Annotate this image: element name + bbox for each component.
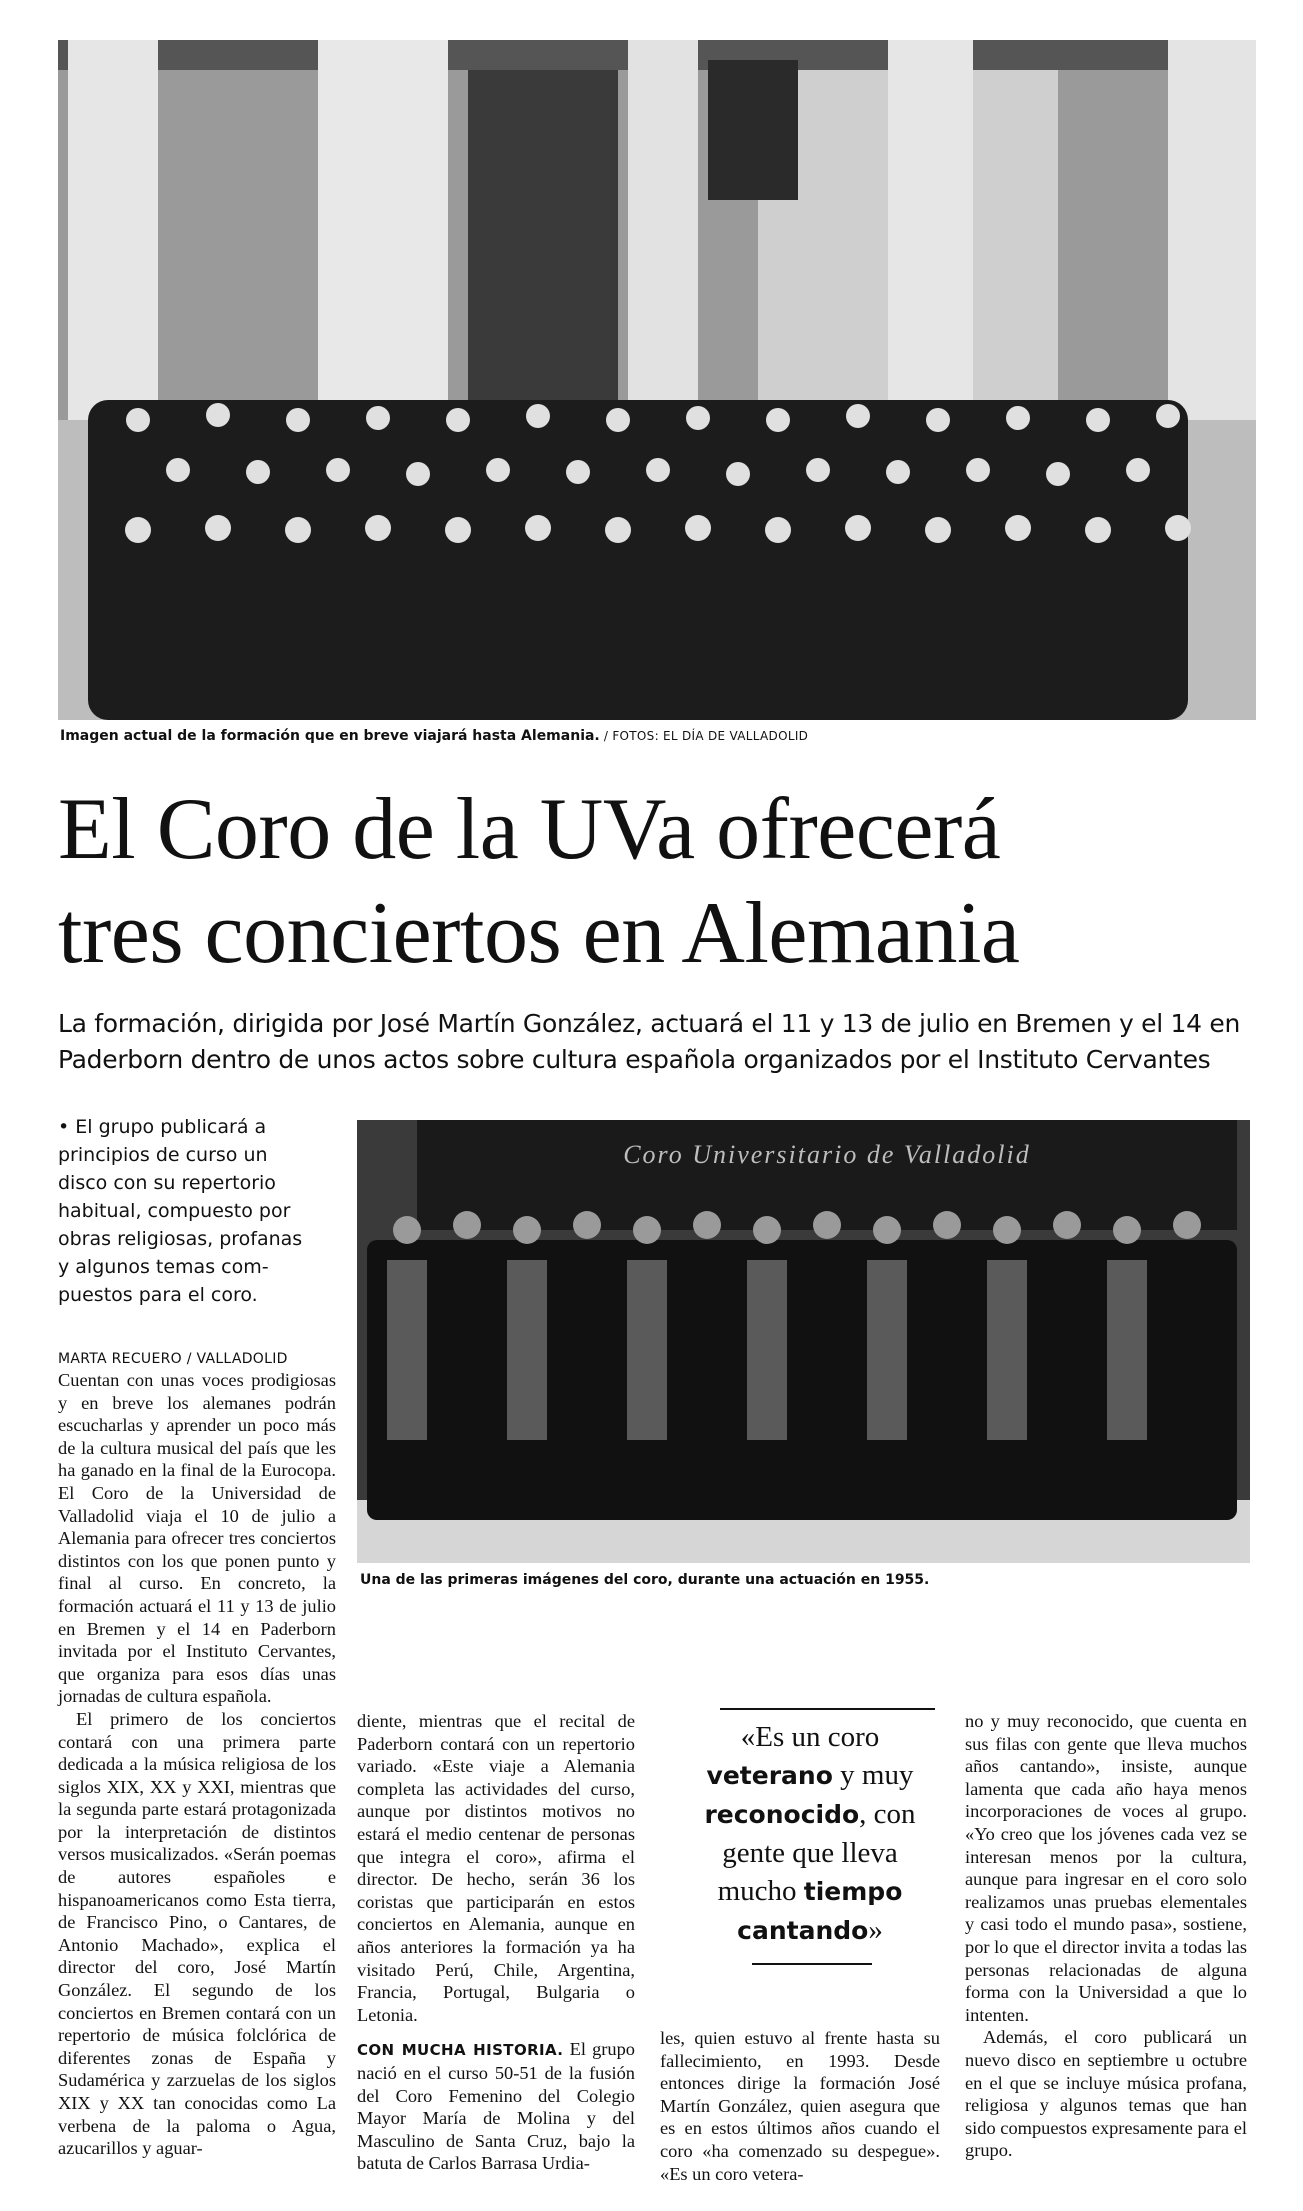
choir-photo-current-image <box>58 40 1256 720</box>
subheadline <box>58 1006 1298 1078</box>
pullquote-text: «Es un coro <box>740 1721 880 1753</box>
headline <box>58 778 1288 986</box>
article-paragraph-history <box>357 2038 635 2175</box>
pullquote-text: gente que lleva <box>722 1837 898 1869</box>
summary-line: y algunos temas com- <box>58 1256 269 1278</box>
article-paragraph: diente, mientras que el recital de Paderborn contará con un repertorio variado. «Este viaje a Alemania completa las actividades del curso, aunque por distintos motivos no estará el medio centenar de personas que integra el coro», afirma el director. De hecho, serán 36 los coristas que participarán en estos conciertos en Alemania, aunque en años anteriores la formación ya ha visitado Perú, Chile, Argentina, Francia, Portugal, Bulgaria o Letonia. <box>357 1711 635 2025</box>
article-paragraph: Cuentan con unas voces prodigiosas y en breve los alemanes podrán escucharlas y aprender un poco más de la cultura musical del país que les ha ganado en la final de la Eurocopa. El Coro de la Universidad de Valladolid viaja el 10 de julio a Alemania para ofrecer tres conciertos distintos con los que ponen punto y final al curso. En concreto, la formación actuará el 11 y 13 de julio en Bremen y el 14 en Paderborn invitada por el Instituto Cervantes, que organiza para esos días unas jornadas de cultura española. <box>58 1370 336 1707</box>
summary-line: disco con su repertorio <box>58 1172 276 1194</box>
choir-photo-current <box>58 40 1256 720</box>
article-column-3 <box>660 2027 940 2185</box>
article-paragraph: El primero de los conciertos contará con una primera parte dedicada a la música religiosa de los siglos XIX, XX y XXI, mientras que la segunda parte estará protagonizada por la interpretación de distintos versos musicalizados. «Serán poemas de autores españoles e hispanoamericanos como Esta tierra, de Francisco Pino, o Cantares, de Antonio Machado», explica el director del coro, José Martín González. El segundo de los conciertos en Bremen contará con un repertorio de música folclórica de diferentes zonas de España y Sudamérica y zarzuelas de los siglos XIX y XX tan conocidas como La verbena de la paloma o Agua, azucarillos y aguar- <box>58 1708 336 2159</box>
pullquote-bold: cantando <box>737 1916 869 1945</box>
pullquote-text: mucho <box>717 1875 804 1907</box>
article-column-1 <box>58 1369 336 2160</box>
article-column-4 <box>965 1710 1247 2162</box>
photo-caption-mid <box>360 1571 1240 1589</box>
summary-line: principios de curso un <box>58 1144 268 1166</box>
byline: MARTA RECUERO / VALLADOLID <box>58 1351 288 1367</box>
summary-line: • El grupo publicará a <box>58 1116 267 1138</box>
subhead-history: CON MUCHA HISTORIA. <box>357 2041 564 2060</box>
article-paragraph: no y muy reconocido, que cuenta en sus filas con gente que lleva muchos años cantando», insiste, aunque lamenta que cada año haya menos incorporaciones de voces al grupo. «Yo creo que los jóvenes cada vez se interesan menos por la cultura, aunque para ingresar en el coro solo realizamos unas pruebas elementales y casi todo el mundo pasa», sostiene, por lo que el director invita a todas las personas relacionadas de alguna forma con la Universidad a que lo intenten. <box>965 1711 1247 2025</box>
choir-photo-1955 <box>357 1120 1250 1563</box>
choir-banner-text: Coro Universitario de Valladolid <box>623 1140 1031 1169</box>
pullquote-text: y muy <box>832 1759 914 1791</box>
photo-caption-top-text: Imagen actual de la formación que en breve viajará hasta Alemania. <box>60 728 600 744</box>
article-text: El grupo nació en el curso 50-51 de la fusión del Coro Femenino del Colegio Mayor María de Molina y del Masculino de Santa Cruz, bajo la batuta de Carlos Barrasa Urdia- <box>357 2039 635 2174</box>
pullquote-bold: reconocido <box>704 1800 860 1829</box>
summary-line: obras religiosas, profanas <box>58 1228 303 1250</box>
pullquote-text: » <box>868 1914 883 1946</box>
pullquote-rule-bottom <box>752 1963 872 1965</box>
article-paragraph: Además, el coro publicará un nuevo disco en septiembre u octubre en el que se incluye música profana, religiosa y algunos temas que han sido compuestos expresamente para el grupo. <box>965 2027 1247 2161</box>
choir-photo-1955-image <box>357 1120 1250 1563</box>
headline-line-2: tres conciertos en Alemania <box>58 885 1020 982</box>
pullquote <box>660 1718 960 1950</box>
pullquote-bold: tiempo <box>803 1877 903 1906</box>
article-column-2 <box>357 1710 635 2175</box>
pullquote-bold: veterano <box>706 1761 833 1790</box>
summary-line: habitual, compuesto por <box>58 1200 291 1222</box>
pullquote-text: , con <box>859 1798 916 1830</box>
headline-line-1: El Coro de la UVa ofrecerá <box>58 781 1001 878</box>
summary-line: puestos para el coro. <box>58 1284 258 1306</box>
subheadline-line-2: Paderborn dentro de unos actos sobre cultura española organizados por el Instituto Cervantes <box>58 1045 1211 1074</box>
article-paragraph: les, quien estuvo al frente hasta su fallecimiento, en 1993. Desde entonces dirige la formación José Martín González, quien asegura que es en estos últimos años cuando el coro «ha comenzado su despegue». «Es un coro vetera- <box>660 2028 940 2184</box>
subheadline-line-1: La formación, dirigida por José Martín González, actuará el 11 y 13 de julio en Bremen y el 14 en <box>58 1009 1241 1038</box>
photo-credit: / FOTOS: EL DÍA DE VALLADOLID <box>599 729 809 743</box>
photo-caption-mid-text: Una de las primeras imágenes del coro, durante una actuación en 1955. <box>360 1572 930 1588</box>
photo-caption-top <box>60 727 1240 745</box>
pullquote-rule-top <box>720 1708 935 1710</box>
summary-bullet <box>58 1113 358 1309</box>
